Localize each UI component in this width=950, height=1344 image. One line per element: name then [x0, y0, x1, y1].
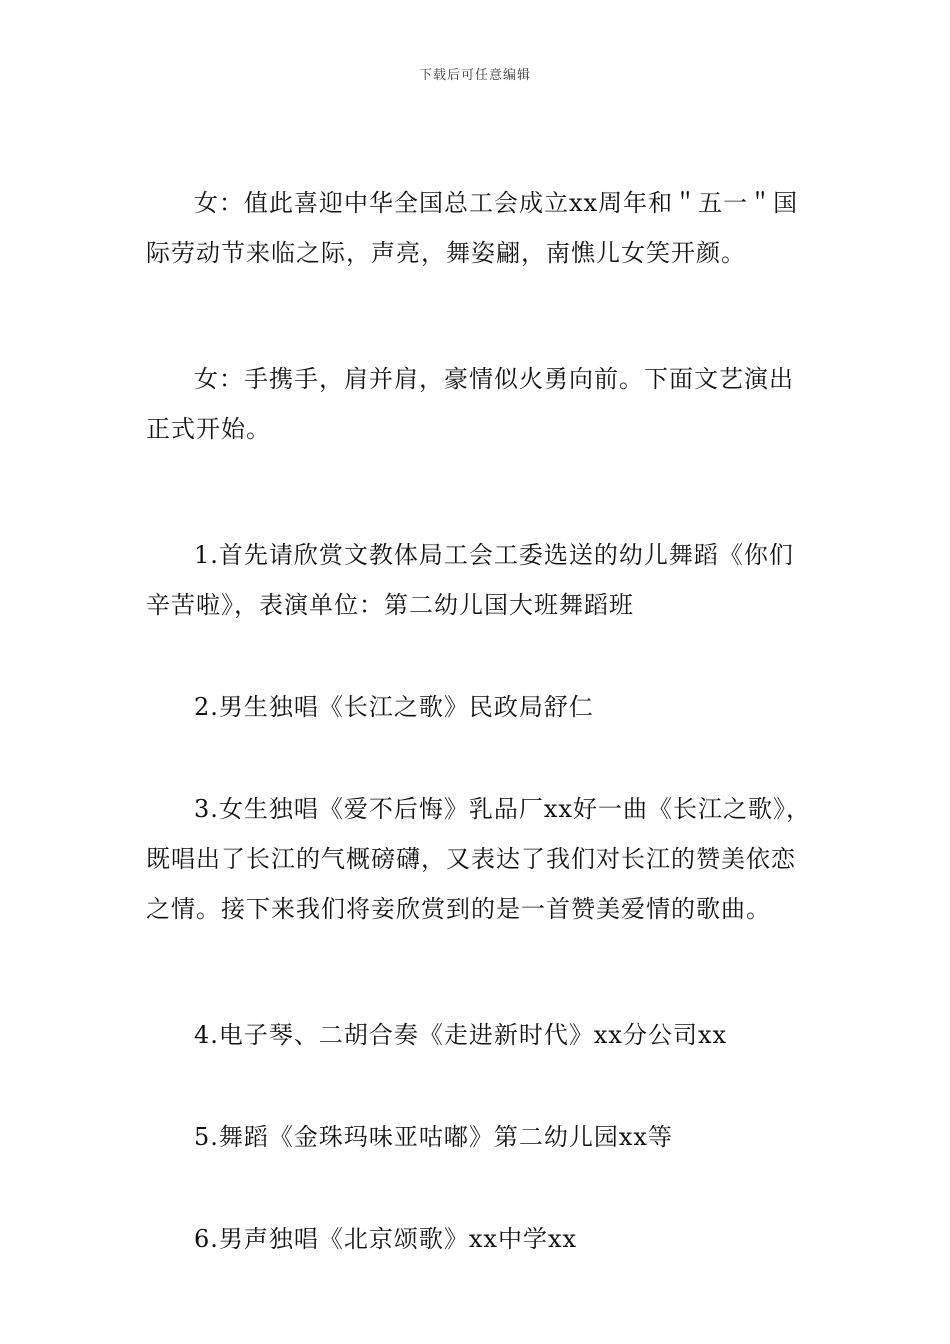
program-item-3: 3.女生独唱《爱不后悔》乳品厂xx好一曲《长江之歌》，既唱出了长江的气概磅礴，又表达了我们对长江的赞美依恋之情。接下来我们将妾欣赏到的是一首赞美爱情的歌曲。: [146, 795, 811, 923]
paragraph-spacer: [146, 934, 811, 1010]
paragraph-spacer: [146, 1060, 811, 1112]
program-item-1: 1.首先请欣赏文教体局工会工委选送的幼儿舞蹈《你们辛苦啦》，表演单位：第二幼儿国大班舞蹈班: [146, 541, 794, 619]
page-header-note: 下载后可任意编辑: [418, 68, 531, 83]
paragraph-start: 女：手携手，肩并肩，豪情似火勇向前。下面文艺演出正式开始。: [146, 365, 794, 443]
program-item-6: 6.男声独唱《北京颂歌》xx中学xx: [194, 1225, 578, 1253]
paragraph-spacer: [146, 732, 811, 784]
program-item-5: 5.舞蹈《金珠玛味亚咕嘟》第二幼儿园xx等: [194, 1123, 673, 1151]
paragraph-opening: 女：值此喜迎中华全国总工会成立xx周年和＂五一＂国际劳动节来临之际，声亮，舞姿翩，南憔儿女笑开颜。: [146, 189, 799, 267]
paragraph-spacer: [146, 278, 811, 354]
program-item-2: 2.男生独唱《长江之歌》民政局舒仁: [194, 693, 594, 721]
paragraph-spacer: [146, 630, 811, 682]
paragraph-spacer: [146, 1162, 811, 1214]
program-item-4: 4.电子琴、二胡合奏《走进新时代》xx分公司xx: [194, 1021, 728, 1049]
paragraph-spacer: [146, 454, 811, 530]
document-body: [146, 178, 811, 1264]
